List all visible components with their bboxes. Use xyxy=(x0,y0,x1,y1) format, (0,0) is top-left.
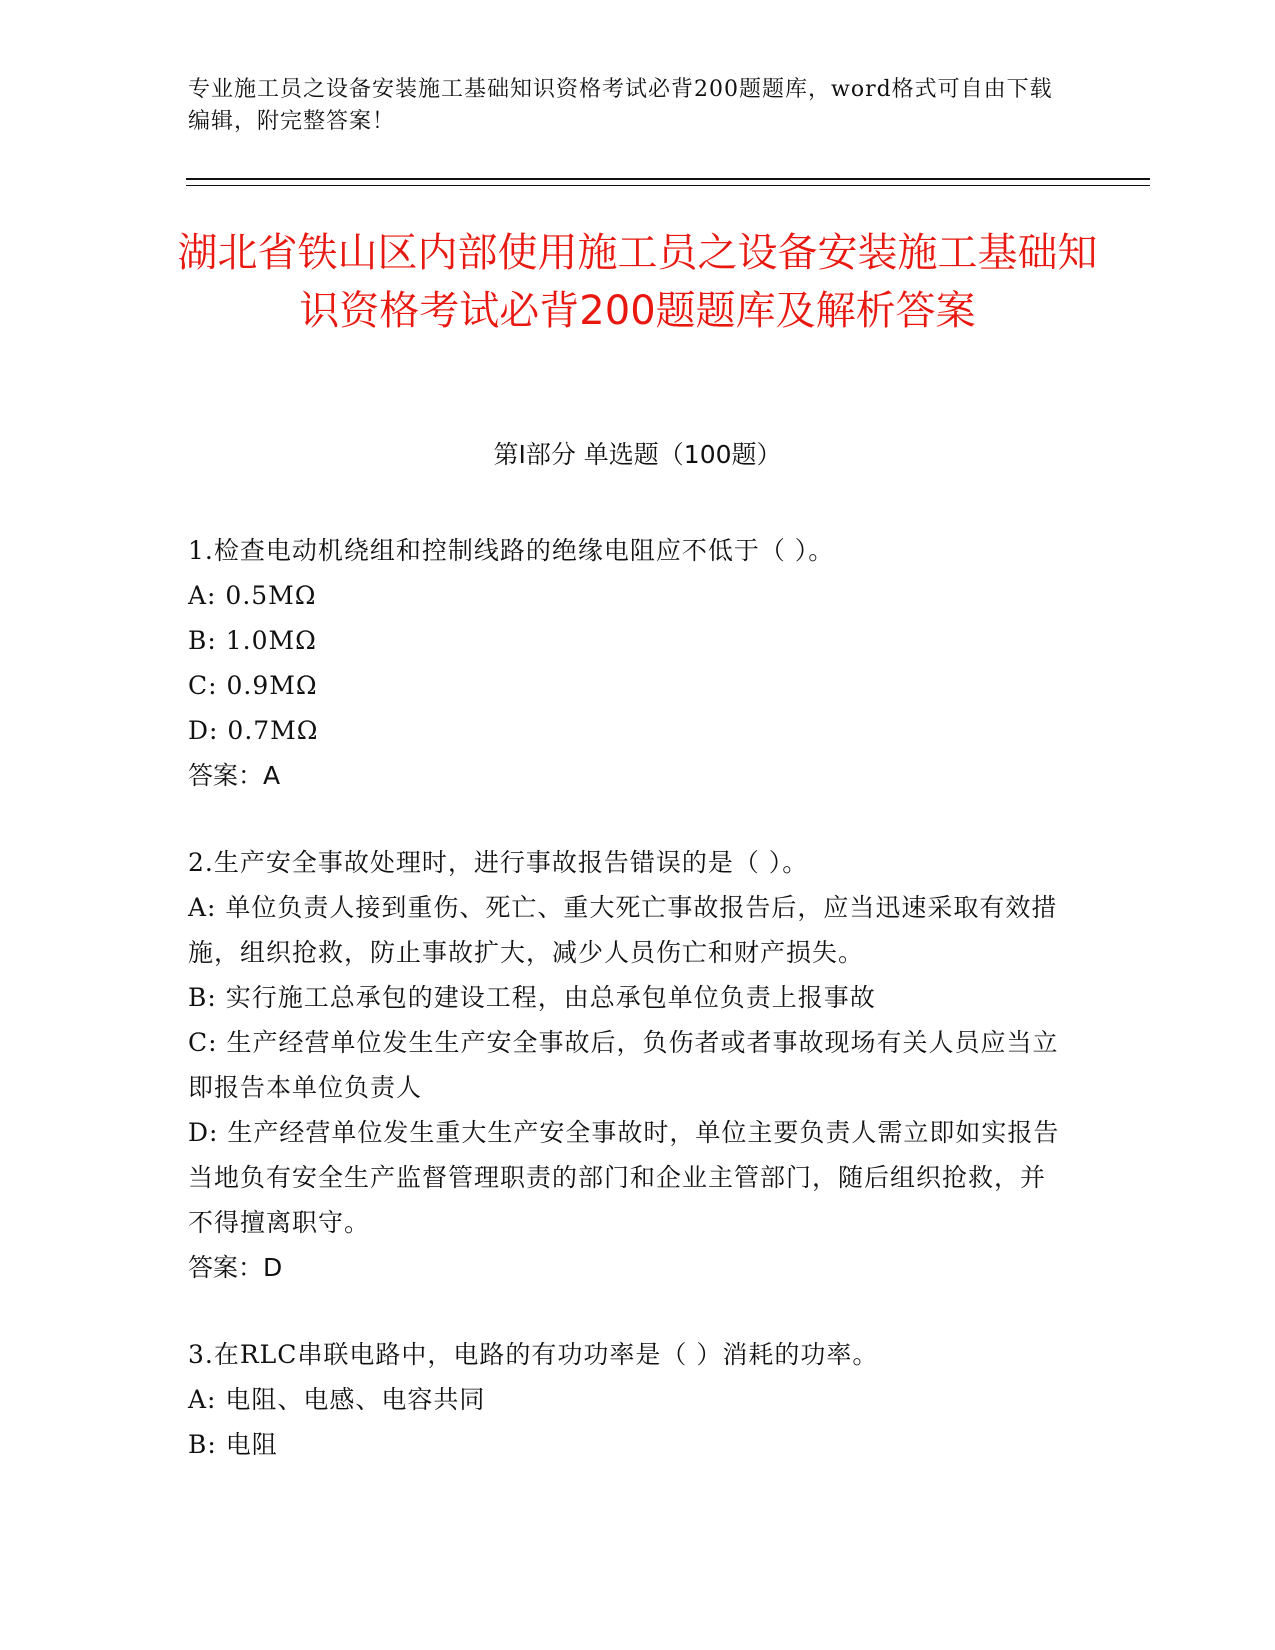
question-3 xyxy=(188,1332,1068,1467)
question-stem: 3.在RLC串联电路中，电路的有功功率是（ ）消耗的功率。 xyxy=(188,1340,879,1369)
document-title: 湖北省铁山区内部使用施工员之设备安装施工基础知识资格考试必背200题题库及解析答案 xyxy=(177,230,1098,334)
question-2 xyxy=(188,840,1068,1290)
option-a: A: 单位负责人接到重伤、死亡、重大死亡事故报告后，应当迅速采取有效措施，组织抢救，防止事故扩大，减少人员伤亡和财产损失。 xyxy=(188,893,1058,967)
section-title: 第Ⅰ部分 单选题（100题） xyxy=(493,440,782,469)
question-list xyxy=(188,528,1068,1509)
option-a: A: 0.5MΩ xyxy=(188,581,317,610)
option-b: B: 1.0MΩ xyxy=(188,626,317,655)
answer-line: 答案：D xyxy=(188,1253,283,1282)
option-b: B: 实行施工总承包的建设工程，由总承包单位负责上报事故 xyxy=(188,983,876,1012)
option-a: A: 电阻、电感、电容共同 xyxy=(188,1385,486,1414)
answer-line: 答案：A xyxy=(188,761,281,790)
question-1 xyxy=(188,528,1068,798)
question-stem: 2.生产安全事故处理时，进行事故报告错误的是（ ）。 xyxy=(188,848,809,877)
question-stem: 1.检查电动机绕组和控制线路的绝缘电阻应不低于（ ）。 xyxy=(188,536,835,565)
option-c: C: 0.9MΩ xyxy=(188,671,318,700)
option-d: D: 生产经营单位发生重大生产安全事故时，单位主要负责人需立即如实报告当地负有安全生产监督管理职责的部门和企业主管部门，随后组织抢救，并不得擅离职守。 xyxy=(188,1118,1060,1237)
option-d: D: 0.7MΩ xyxy=(188,716,319,745)
option-b: B: 电阻 xyxy=(188,1430,278,1459)
option-c: C: 生产经营单位发生生产安全事故后，负伤者或者事故现场有关人员应当立即报告本单位负责人 xyxy=(188,1028,1059,1102)
header-note: 专业施工员之设备安装施工基础知识资格考试必背200题题库，word格式可自由下载编辑，附完整答案！ xyxy=(188,77,1053,134)
header-rule-thick xyxy=(186,178,1150,180)
header-rule-thin xyxy=(186,185,1150,186)
